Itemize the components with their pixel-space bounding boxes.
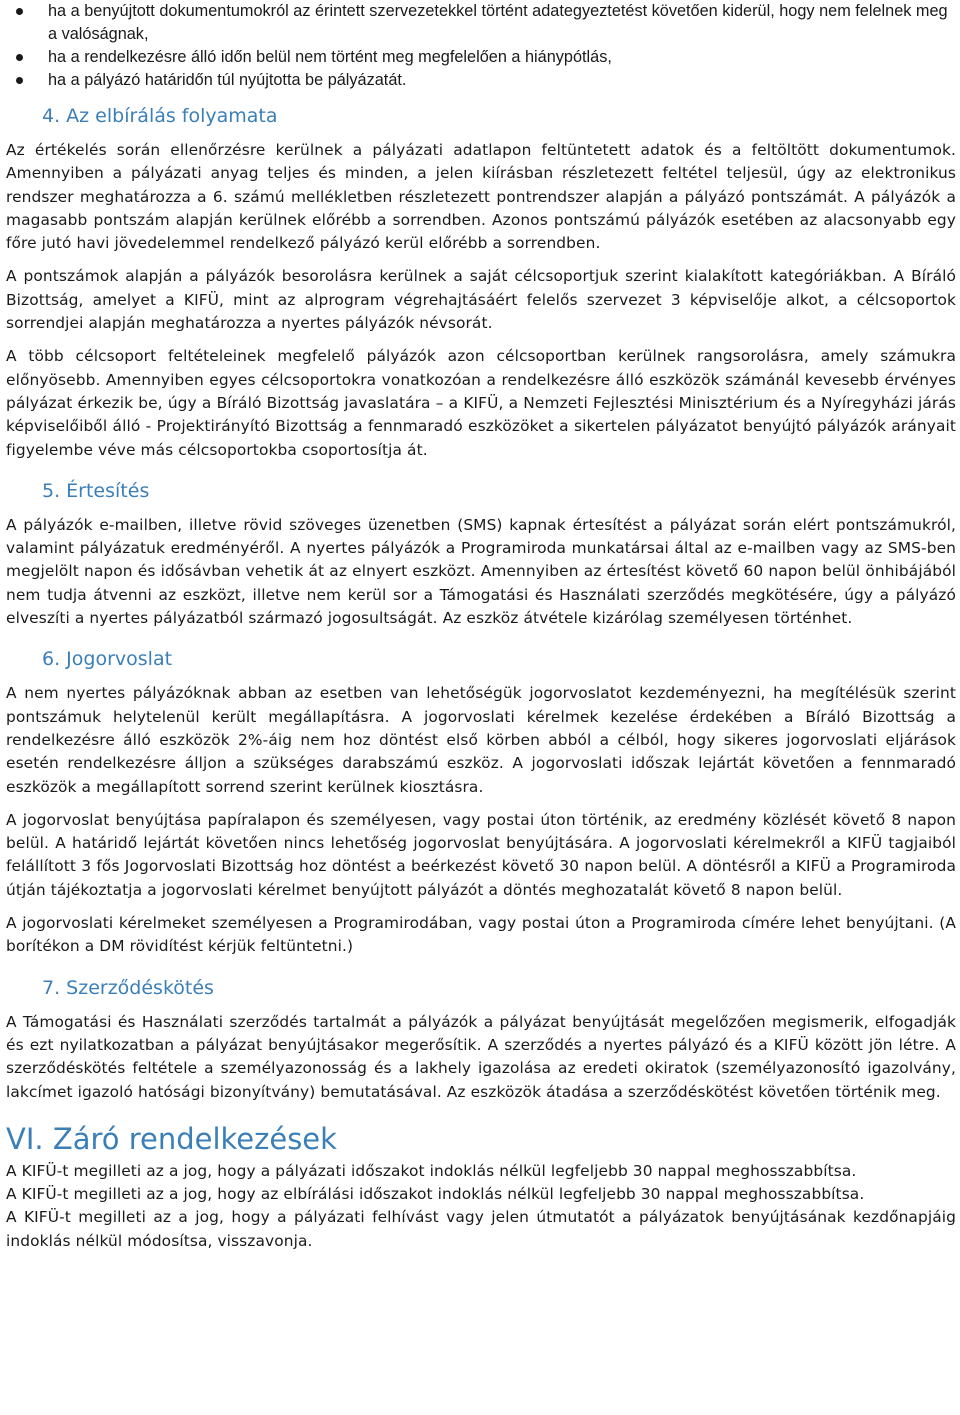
paragraph: A nem nyertes pályázóknak abban az esetben van lehetőségük jogorvoslatot kezdeményezni, ha megítélésük szerint pontszámuk helytelenül került megállapításra. A jogorvoslati kérelmek kezelése érdekében a Bíráló Bizottság a rendelkezésre álló eszközök 2%-áig nem hoz döntést első körben abból a célból, hogy sikeres jogorvoslati eljárások esetén rendelkezésre álljon a szükséges darabszámú eszköz. A jogorvoslati időszak lejártát követően a fennmaradó eszközök a megállapított sorrend szerint kerülnek kiosztásra. <box>6 684 956 796</box>
bullet-icon <box>16 54 23 61</box>
paragraph: Az értékelés során ellenőrzésre kerülnek a pályázati adatlapon feltüntetett adatok és a feltöltött dokumentumok. Amennyiben a pályázati anyag teljes és minden, a jelen kiírásban részletezett feltétel teljesül, úgy az elektronikus rendszer meghatározza a 6. számú mellékletben részletezett pontrendszer alapján a pályázó pontszámát. A pályázók a magasabb pontszám alapján kerülnek előrébb a sorrendben. Azonos pontszámú pályázók esetében az alacsonyabb egy főre jutó havi jövedelemmel rendelkező pályázó kerül előrébb a sorrendben. <box>6 141 956 253</box>
paragraph: A jogorvoslati kérelmeket személyesen a Programirodában, vagy postai úton a Programiroda címére lehet benyújtani. (A borítékon a DM rövidítést kérjük feltüntetni.) <box>6 914 956 956</box>
rejection-conditions-list <box>6 0 960 92</box>
section-heading-4: 4. Az elbírálás folyamata <box>42 105 278 127</box>
list-item: ha a rendelkezésre álló időn belül nem történt meg megfelelően a hiánypótlás, <box>6 46 950 69</box>
section-heading-5: 5. Értesítés <box>42 479 150 502</box>
section-heading-7: 7. Szerződéskötés <box>42 976 214 999</box>
paragraph: A több célcsoport feltételeinek megfelelő pályázók azon célcsoportban kerülnek rangsorolásra, amely számukra előnyösebb. Amennyiben egyes célcsoportokra vonatkozóan a rendelkezésre álló eszközök számánál kevesebb érvényes pályázat érkezik be, úgy a Bíráló Bizottság javaslatára – a KIFÜ, a Nemzeti Fejlesztési Minisztérium és a Nyíregyházi járás képviselőiből álló - Projektirányító Bizottság a fennmaradó eszközöket a sikertelen pályázatot benyújtó pályázók arányait figyelembe véve más célcsoportokba csoportosítja át. <box>6 347 956 459</box>
paragraph: A pontszámok alapján a pályázók besorolásra kerülnek a saját célcsoportjuk szerint kialakított kategóriákban. A Bíráló Bizottság, amelyet a KIFÜ, mint az alprogram végrehajtásáért felelős szervezet 3 képviselője alkot, a célcsoportok sorrendjei alapján meghatározza a nyertes pályázók névsorát. <box>6 267 956 333</box>
final-provisions-heading: VI. Záró rendelkezések <box>6 1121 337 1156</box>
list-item: ha a benyújtott dokumentumokról az érintett szervezetekkel történt adategyeztetést követően kiderül, hogy nem felelnek meg a valóságnak, <box>6 0 950 46</box>
paragraph: A KIFÜ-t megilleti az a jog, hogy a pályázati felhívást vagy jelen útmutatót a pályázatok benyújtásának kezdőnapjáig indoklás nélkül módosítsa, visszavonja. <box>6 1208 956 1250</box>
paragraph: A pályázók e-mailben, illetve rövid szöveges üzenetben (SMS) kapnak értesítést a pályázat során elért pontszámukról, valamint pályázatuk eredményéről. A nyertes pályázók a Programiroda munkatársai által az e-mailben vagy az SMS-ben megjelölt napon és idősávban vehetik át az elnyert eszközt. Amennyiben az értesítést követő 60 napon belül önhibájából nem tudja átvenni az eszközt, illetve nem kerül sor a Támogatási és Használati szerződés megkötésére, úgy a pályázó elveszíti a nyertes pályázatból származó jogosultságát. Az eszköz átvétele kizárólag személyesen történhet. <box>6 515 956 628</box>
list-item: ha a pályázó határidőn túl nyújtotta be pályázatát. <box>6 69 950 92</box>
paragraph: A KIFÜ-t megilleti az a jog, hogy a pályázati időszakot indoklás nélkül legfeljebb 30 nappal meghosszabbítsa. <box>6 1161 857 1180</box>
paragraph: A Támogatási és Használati szerződés tartalmát a pályázók a pályázat benyújtását megelőzően megismerik, elfogadják és ezt nyilatkozatban a pályázat benyújtásakor megerősítik. A szerződés a nyertes pályázó és a KIFÜ között jön létre. A szerződéskötés feltétele a személyazonosság és a lakhely igazolása az eredeti okiratok (személyazonosító igazolvány, lakcímet igazoló hatósági bizonyítvány) bemutatásával. Az eszközök átadása a szerződéskötést követően történik meg. <box>6 1012 956 1101</box>
bullet-icon <box>16 77 23 84</box>
section-heading-6: 6. Jogorvoslat <box>42 648 173 671</box>
bullet-icon <box>16 8 23 15</box>
paragraph: A jogorvoslat benyújtása papíralapon és személyesen, vagy postai úton történik, az eredmény közlését követő 8 napon belül. A határidő lejártát követően nincs lehetőség jogorvoslat benyújtására. A jogorvoslati kérelmekről a KIFÜ tagjaiból felállított 3 fős Jogorvoslati Bizottság hoz döntést a beérkezést követő 30 napon belül. A döntésről a KIFÜ a Programiroda útján tájékoztatja a jogorvoslati kérelmet benyújtott pályázót a döntés meghozatalát követő 8 napon belül. <box>6 810 956 899</box>
paragraph: A KIFÜ-t megilleti az a jog, hogy az elbírálási időszakot indoklás nélkül legfeljebb 30 nappal meghosszabbítsa. <box>6 1185 865 1204</box>
